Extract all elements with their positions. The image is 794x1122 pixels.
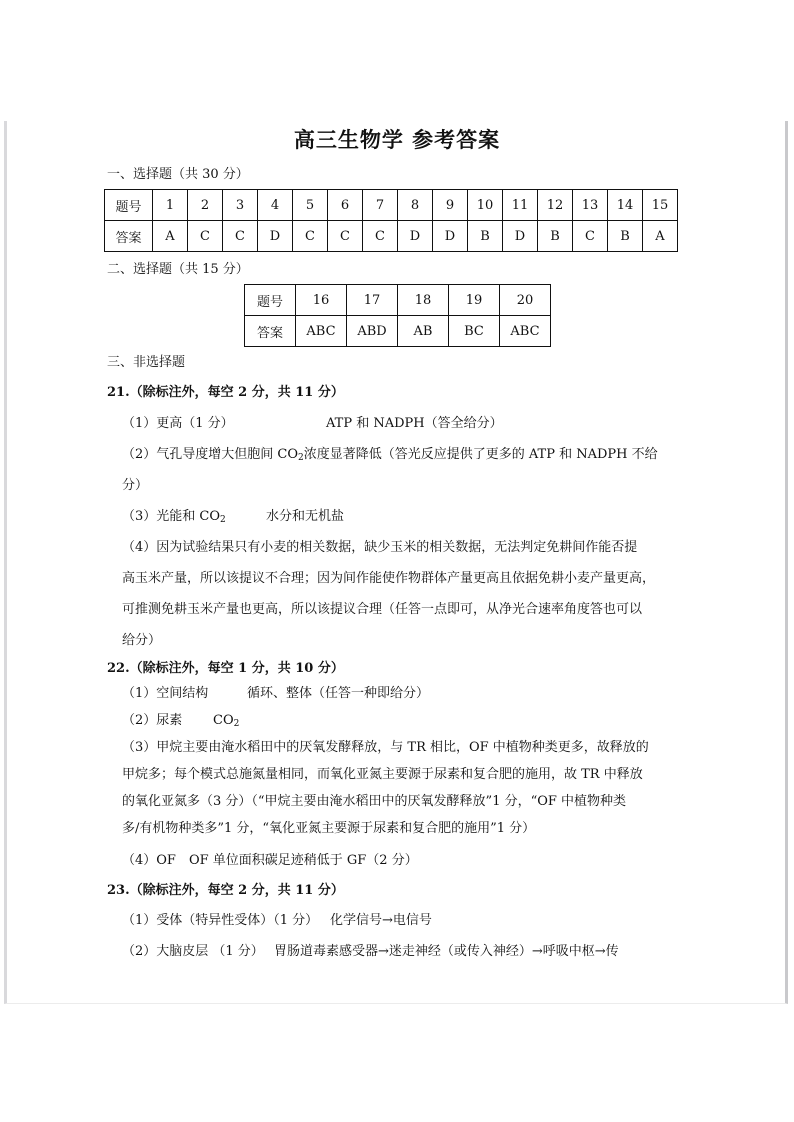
q22-part3-line2: 甲烷多；每个模式总施氮量相同，而氧化亚氮主要源于尿素和复合肥的施用，故 TR 中释放	[122, 767, 643, 782]
question-number-cell: 15	[643, 190, 678, 221]
answer-cell: A	[153, 221, 188, 252]
answer-cell: ABC	[500, 316, 551, 347]
question-number-cell: 2	[188, 190, 223, 221]
question-number-cell: 6	[328, 190, 363, 221]
q21-part2-text-b: 浓度显著降低（答光反应提供了更多的 ATP 和 NADPH 不给	[303, 447, 658, 462]
question-number-cell: 19	[449, 285, 500, 316]
question-number-cell: 5	[293, 190, 328, 221]
row-label-question: 题号	[245, 285, 296, 316]
question-number-cell: 7	[363, 190, 398, 221]
q21-part4-line4: 给分）	[122, 633, 162, 648]
q23-part2-answer-a: （2）大脑皮层 （1 分）	[122, 944, 264, 959]
answer-cell: A	[643, 221, 678, 252]
q21-part2-text-a: （2）气孔导度增大但胞间 CO	[122, 447, 299, 462]
table-row-questions	[105, 190, 678, 221]
answer-cell: C	[188, 221, 223, 252]
q22-header: 22.（除标注外，每空 1 分，共 10 分）	[107, 661, 344, 676]
question-number-cell: 18	[398, 285, 449, 316]
q23-header: 23.（除标注外，每空 2 分，共 11 分）	[107, 883, 344, 898]
question-number-cell: 17	[347, 285, 398, 316]
q23-part1-answer-a: （1）受体（特异性受体）（1 分）	[122, 913, 319, 928]
question-number-cell: 20	[500, 285, 551, 316]
question-number-cell: 9	[433, 190, 468, 221]
q23-part1-answer-b: 化学信号→电信号	[330, 913, 432, 928]
q22-part3-line4: 多/有机物种类多”1 分，“氧化亚氮主要源于尿素和复合肥的施用”1 分）	[122, 821, 536, 836]
q22-part2-text: CO	[213, 713, 234, 728]
subscript: 2	[298, 453, 304, 463]
question-number-cell: 11	[503, 190, 538, 221]
q21-part4-line3: 可推测免耕玉米产量也更高，所以该提议合理（任答一点即可，从净光合速率角度答也可以	[122, 602, 643, 617]
section2-answer-table	[244, 284, 551, 347]
page-title: 高三生物学 参考答案	[293, 127, 501, 152]
q22-part2-answer-a: （2）尿素	[122, 713, 183, 728]
answer-cell: D	[398, 221, 433, 252]
answer-cell: C	[573, 221, 608, 252]
answer-cell: D	[258, 221, 293, 252]
question-number-cell: 14	[608, 190, 643, 221]
answer-cell: B	[468, 221, 503, 252]
table-row-answers	[245, 316, 551, 347]
question-number-cell: 1	[153, 190, 188, 221]
q22-part3-line3: 的氧化亚氮多（3 分）（“甲烷主要由淹水稻田中的厌氧发酵释放”1 分，“OF 中植物种类	[122, 794, 627, 809]
subscript: 2	[220, 515, 226, 525]
question-number-cell: 4	[258, 190, 293, 221]
row-label-question: 题号	[105, 190, 153, 221]
question-number-cell: 16	[296, 285, 347, 316]
q21-part2-continuation: 分）	[122, 478, 149, 493]
q22-part1-answer-b: 循环、整体（任答一种即给分）	[247, 686, 430, 701]
section2-heading: 二、选择题（共 15 分）	[107, 262, 249, 277]
answer-cell: ABD	[347, 316, 398, 347]
q21-part2-answer	[122, 447, 658, 463]
q22-part2-answer-b	[213, 713, 239, 729]
answer-cell: ABC	[296, 316, 347, 347]
answer-cell: D	[433, 221, 468, 252]
q23-part2-answer-b: 胃肠道毒素感受器→迷走神经（或传入神经）→呼吸中枢→传	[274, 944, 619, 959]
answer-cell: C	[328, 221, 363, 252]
q21-part3-answer-a	[122, 509, 226, 525]
table-row-questions	[245, 285, 551, 316]
answer-cell: BC	[449, 316, 500, 347]
answer-cell: B	[608, 221, 643, 252]
section1-answer-table	[104, 189, 678, 252]
section1-heading: 一、选择题（共 30 分）	[107, 167, 249, 182]
q21-part4-line2: 高玉米产量，所以该提议不合理；因为间作能使作物群体产量更高且依据免耕小麦产量更高，	[122, 571, 656, 586]
question-number-cell: 8	[398, 190, 433, 221]
answer-cell: C	[363, 221, 398, 252]
subscript: 2	[233, 719, 240, 729]
q21-part1-answer-b: ATP 和 NADPH（答全给分）	[326, 416, 503, 431]
answer-cell: D	[503, 221, 538, 252]
q21-header: 21.（除标注外，每空 2 分，共 11 分）	[107, 385, 344, 400]
q21-part1-answer-a: （1）更高（1 分）	[122, 416, 234, 431]
question-number-cell: 12	[538, 190, 573, 221]
q22-part3-line1: （3）甲烷主要由淹水稻田中的厌氧发酵释放，与 TR 相比，OF 中植物种类更多，故释放的	[122, 740, 649, 755]
q22-part1-answer-a: （1）空间结构	[122, 686, 209, 701]
question-number-cell: 3	[223, 190, 258, 221]
answer-cell: C	[293, 221, 328, 252]
table-row-answers	[105, 221, 678, 252]
row-label-answer: 答案	[245, 316, 296, 347]
answer-cell: AB	[398, 316, 449, 347]
question-number-cell: 10	[468, 190, 503, 221]
document-page	[4, 121, 788, 1004]
q21-part3-answer-b: 水分和无机盐	[266, 509, 345, 524]
answer-cell: B	[538, 221, 573, 252]
answer-cell: C	[223, 221, 258, 252]
question-number-cell: 13	[573, 190, 608, 221]
q21-part4-line1: （4）因为试验结果只有小麦的相关数据，缺少玉米的相关数据，无法判定免耕间作能否提	[122, 540, 638, 555]
q22-part4-answer: （4）OF OF 单位面积碳足迹稍低于 GF（2 分）	[122, 853, 418, 868]
row-label-answer: 答案	[105, 221, 153, 252]
section3-heading: 三、非选择题	[107, 355, 186, 370]
q21-part3-text: （3）光能和 CO	[122, 509, 221, 524]
